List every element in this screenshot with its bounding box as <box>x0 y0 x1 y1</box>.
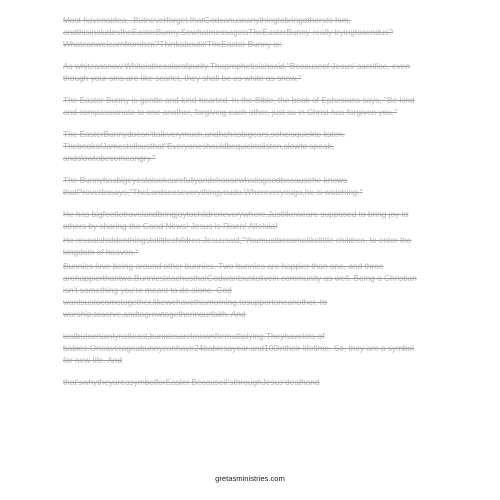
paragraph-big-eyes: The Bunnyhasbigeyestolookcarefullyandchoosewhatisgoodbecausehe knows thatProverbssays,"TheLordseeseverythingyoudo.Whereveryougo,he is watching." <box>63 175 363 197</box>
footer-site-url: gretasministries.com <box>215 474 285 483</box>
paragraph-big-feet: He has bigfeettotravelandbringjoytochildreneverywhere.Justlikeweare supposed to bring joy to others by sharing the Good News! Jesus is Risen! Alleluia! <box>63 209 409 231</box>
paragraph-symbol-easter: that'swhytheyareasymbolforEaster.Becauseit'sthroughJesus'deathand <box>63 377 320 387</box>
paragraph-gentle-kind: The Easter Bunny is gentle and kind-hearted. In the Bible, the book of Ephesians says, "Be kind and compassionate to one another, forgiving each other, just as in Christ has forgiven you." <box>63 95 415 117</box>
paragraph-intro: Most havenoidea...Butneverforget.thatGodcanuseanythingtobringotherstо him, andthisincludestheEasterBunny.SowhatmessageisTheEasterBunny really tryingtosendus?Whatcanwelearnfromhim?Thinkaboutit!TheEaster Bunny is: <box>63 15 394 49</box>
paragraph-multiplying: lastbutcertainlynotleast,bunniesareknownformultiplying.Theyhavelots of babies.Oneaverageabunnycanhave24babiesayear.and100intheir lifetime. So, they are a symbol for new life. And <box>63 331 415 365</box>
paragraph-community: Bunnies love being around other bunnies. Two bunnies are happier than one, and three arehappierthantwo.BunniesteachusthatGodwantsustolivein community as well. Being a Christian isn't something you're meant to do alone. God wantsustocometogether,likewehavethismorning,tosupportoneanother, to worship,toserve,andtogrowtogetherinourfaith. And <box>63 261 417 319</box>
paragraph-white-as-snow: As whiteassnow.Whiteisthecolorofpurity.Theprophetisiahsaid,"Becauseof Jesus' sacrifice, even though your sins are like scarlet, they shall be as white as snow." <box>63 61 411 83</box>
document-body <box>63 14 423 398</box>
paragraph-big-ears: The EasterBunnydoesn'ttalkverymuch,andhehasbigears,soheisquickto listen. ThebookofJamestellsusthat"Everyoneshouldbequicktolisten,slowto speak, andslowtobecomeangry." <box>63 129 345 163</box>
paragraph-hidden-things: He revealshiddenthingstolittlechildren.Jesussaid,"Youmustbecomelikelittle children, to enter the kingdom of heaven." <box>63 235 412 257</box>
